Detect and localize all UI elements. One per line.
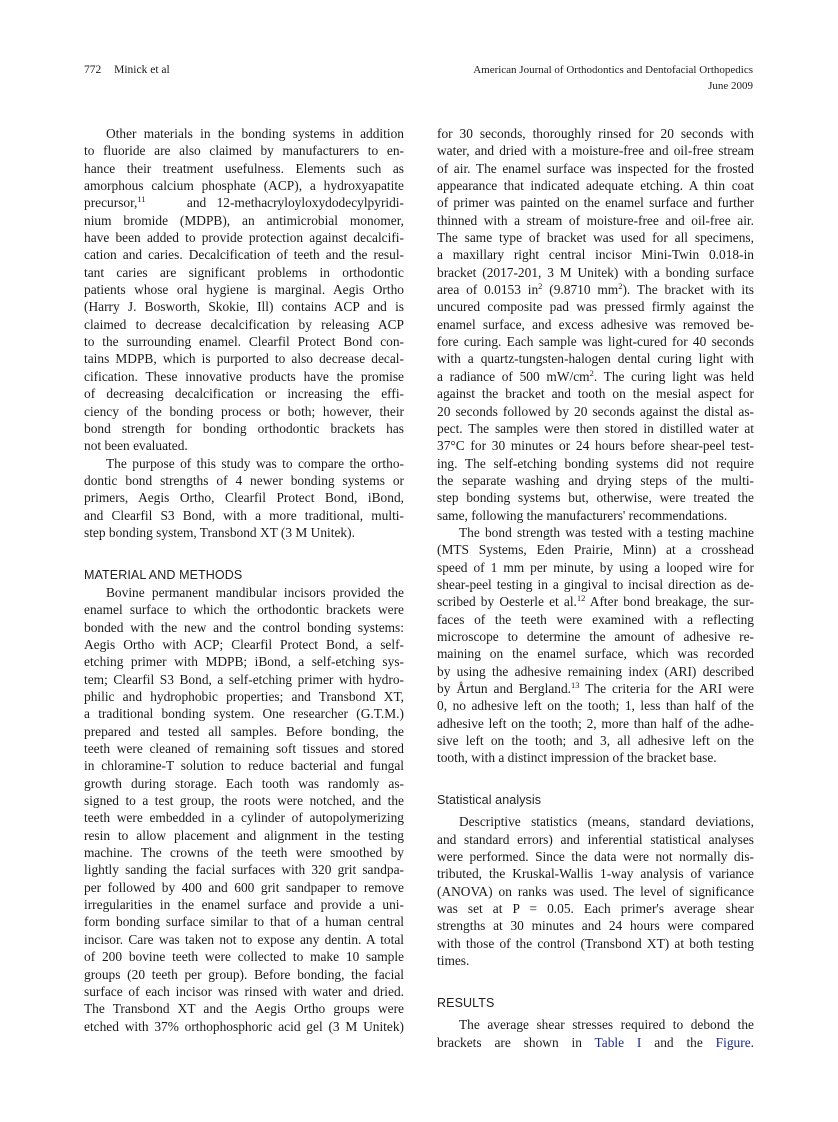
text-line: with those of the control (Transbond XT) at both testing (437, 935, 754, 951)
bond-strength-paragraph (437, 524, 754, 767)
citation-ref[interactable]: 11 (137, 194, 146, 205)
text-line: the separate washing and drying steps of the multi- (437, 472, 754, 488)
text-line: surface of each incisor was rinsed with water and dried. (84, 983, 404, 999)
text-line: The average shear stresses required to debond the (459, 1017, 754, 1033)
text-line: and standard errors) and inferential statistical analyses (437, 831, 754, 847)
text-line: The same type of bracket was used for all specimens, (437, 230, 754, 246)
text-line: claimed to decrease decalcification by releasing ACP (84, 316, 404, 332)
text-line: a radiance of 500 $mW/cm^2$. The curing light was held (437, 367, 754, 384)
text-line: cation and caries. Decalcification of teeth and the resul- (84, 247, 404, 263)
text-line: maining on the enamel surface, which was recorded (437, 646, 754, 662)
text-line: faces of the teeth were examined with a reflecting (437, 611, 754, 627)
text-line: nium bromide (MDPB), an antimicrobial monomer, (84, 212, 404, 228)
text-line: to fluoride are also claimed by manufacturers to en- (84, 143, 404, 159)
text-line: scribed by Oesterle et al.$^{12}$ After bond breakage, the sur- (437, 593, 754, 610)
text-line: ciency of the bonding process or both; however, their (84, 403, 404, 419)
text-line: prepared and tested all samples. Before bonding, the (84, 723, 404, 739)
section-heading-methods: MATERIAL AND METHODS (84, 567, 243, 582)
text-line: of 200 bovine teeth were collected to make 10 sample (84, 949, 404, 965)
methods-paragraph (84, 584, 404, 1035)
text-line: shear-peel testing in a gingival to incisal direction as de- (437, 576, 754, 592)
text-line: (MTS Systems, Eden Prairie, Minn) at a crosshead (437, 542, 754, 558)
text-line: per followed by 400 and 600 grit sandpaper to remove (84, 879, 404, 895)
text-line: adhesive left on the tooth; 2, more than half of the adhe- (437, 715, 754, 731)
text-line: bonded with the new and the control bonding systems: (84, 619, 404, 635)
text-line: Descriptive statistics (means, standard deviations, (459, 814, 754, 830)
text-line: and Clearfil S3 Bond, with a more traditional, multi- (84, 507, 404, 523)
right-column (437, 125, 754, 1051)
text-line: enamel surface, and excess adhesive was removed be- (437, 316, 754, 332)
figure-link[interactable]: Figure (715, 1034, 751, 1050)
text-line: philic and hydrophobic properties; and Transbond XT, (84, 689, 404, 704)
section-heading-results: RESULTS (437, 995, 495, 1010)
text-line: bond strength for bonding orthodontic brackets has (84, 420, 404, 436)
text-line: fore curing. Each sample was light-cured for 40 seconds (437, 334, 754, 350)
text-line: by Årtun and Bergland.$^{13}$ The criteria for the ARI were (437, 680, 754, 696)
methods-paragraph-continued (437, 125, 754, 524)
text-line: strengths at 30 minutes and 24 hours were compared (437, 918, 754, 934)
text-line: a traditional bonding system. One researcher (G.T.M.) (84, 706, 404, 722)
text-line: 20 seconds followed by 20 seconds against the distal as- (437, 403, 754, 419)
running-header-left (84, 62, 170, 78)
text-line: water, and dried with a moisture-free and oil-free stream (437, 143, 754, 159)
text-line: ing. The self-etching bonding systems did not require (437, 455, 754, 471)
text-line: to the surrounding enamel. Clearfil Protect Bond con- (84, 334, 404, 350)
text-line: Other materials in the bonding systems in addition (106, 126, 404, 141)
text-line: 0, no adhesive left on the tooth; 1, less than half of the (437, 698, 754, 714)
text-line: brackets are shown in Table I and the Figure. (437, 1034, 754, 1050)
journal-title: American Journal of Orthodontics and Dentofacial Orthopedics (473, 64, 753, 76)
text-line: resin to allow placement and alignment in the testing (84, 827, 404, 843)
text-line: teeth were embedded in a cylinder of autopolymerizing (84, 810, 404, 826)
text-line: sive left on the tooth; and 3, all adhesive left on the (437, 733, 754, 749)
text-line: appearance that indicated adequate etching. A thin coat (437, 178, 754, 194)
text-line: with a quartz-tungsten-halogen dental curing light with (437, 351, 754, 367)
text-line: Aegis Ortho with ACP; Clearfil Protect Bond, a self- (84, 636, 404, 652)
text-line: against the bracket and tooth on the mesial aspect for (437, 386, 754, 402)
text-line: machine. The crowns of the teeth were smoothed by (84, 845, 404, 861)
text-line: bracket (2017-201, 3 M Unitek) with a bonding surface (437, 264, 754, 280)
running-header-right (473, 62, 753, 94)
text-line: step bonding systems but, otherwise, were treated the (437, 490, 754, 506)
text-line: groups (20 teeth per group). Before bonding, the facial (84, 966, 404, 982)
text-line: microscope to determine the amount of adhesive re- (437, 628, 754, 644)
text-line: tem; Clearfil S3 Bond, a self-etching primer with hydro- (84, 671, 404, 687)
text-line: primers, Aegis Ortho, Clearfil Protect Bond, iBond, (84, 490, 404, 506)
text-line: in chloramine-T solution to reduce bacterial and fungal (84, 758, 404, 774)
text-line: 37°C for 30 minutes or 24 hours before shear-peel test- (437, 438, 754, 454)
text-line: enamel surface to which the orthodontic brackets were (84, 602, 404, 618)
text-line: cification. These innovative products have the promise (84, 368, 404, 384)
text-line: dontic bond strengths of 4 newer bonding systems or (84, 472, 404, 488)
section-heading-statistics: Statistical analysis (437, 793, 542, 808)
text-line: thinned with a stream of moisture-free and oil-free air. (437, 212, 754, 228)
table-i-link[interactable]: Table I (594, 1034, 642, 1050)
results-paragraph (437, 1016, 754, 1051)
text-line: form bonding surface similar to that of a human central (84, 914, 404, 930)
text-line: by using the adhesive remaining index (ARI) described (437, 663, 754, 679)
text-line: The purpose of this study was to compare the ortho- (106, 455, 404, 471)
text-line: growth during storage. Each tooth was randomly as- (84, 775, 404, 791)
text-line: lightly sanding the facial surfaces with 320 grit sandpa- (84, 862, 404, 878)
text-line: incisor. Care was taken not to expose any dentin. A total (84, 931, 404, 947)
statistics-paragraph (437, 813, 754, 969)
text-line: a maxillary right central incisor Mini-Twin 0.018-in (437, 247, 754, 263)
text-line: (ANOVA) on ranks was used. The level of significance (437, 883, 754, 899)
text-line: same, following the manufacturers' recommendations. (437, 507, 728, 523)
text-line: (Harry J. Bosworth, Skokie, Ill) contains ACP and is (84, 299, 404, 315)
text-line: pect. The samples were then stored in distilled water at (437, 420, 754, 436)
text-line: tributed, the Kruskal-Wallis 1-way analysis of variance (437, 866, 754, 882)
text-line: patients whose oral hygiene is marginal. Aegis Ortho (84, 282, 404, 298)
text-line: hance their treatment usefulness. Elements such as (84, 160, 404, 176)
text-line: times. (437, 953, 470, 969)
text-line: were performed. Since the data were not normally dis- (437, 849, 754, 865)
text-line: signed to a test group, the roots were notched, and the (84, 793, 404, 809)
text-line: step bonding system, Transbond XT (3 M Unitek). (84, 524, 355, 540)
text-line: irregularities in the enamel surface and provide a uni- (84, 897, 404, 913)
intro-paragraph-purpose (84, 455, 404, 542)
text-line: amorphous calcium phosphate (ACP), a hydroxyapatite (84, 178, 404, 194)
text-line: of primer was painted on the enamel surface and further (437, 195, 754, 211)
text-line: for 30 seconds, thoroughly rinsed for 20 seconds with (437, 126, 754, 141)
text-line: speed of 1 mm per minute, by using a looped wire for (437, 559, 754, 575)
text-line: tains MDPB, which is purported to also decrease decal- (84, 351, 404, 367)
text-line: of decreasing decalcification or increasing the effi- (84, 386, 404, 402)
author-running-head: Minick et al (114, 64, 170, 76)
text-line: Bovine permanent mandibular incisors provided the (106, 584, 404, 600)
text-line: tant caries are significant problems in orthodontic (84, 264, 404, 280)
text-line: uncured composite pad was pressed firmly against the (437, 299, 754, 315)
text-line: tooth, with a distinct impression of the bracket base. (437, 750, 717, 766)
text-line: etched with 37% orthophosphoric acid gel (3 M Unitek) (84, 1018, 404, 1034)
text-line: etching primer with MDPB; iBond, a self-etching sys- (84, 654, 404, 670)
text-line: The bond strength was tested with a testing machine (459, 524, 754, 540)
page-number: 772 (84, 64, 102, 76)
citation-ref[interactable]: 12 (576, 593, 586, 604)
issue-date: June 2009 (708, 80, 753, 92)
text-line: area of 0.0153 $in^2$ (9.8710 $mm^2$). The bracket with its (437, 281, 755, 298)
text-line: not been evaluated. (84, 438, 188, 454)
text-line: have been added to provide protection against decalcifi- (84, 230, 404, 246)
intro-paragraph-materials (84, 125, 404, 455)
text-line: teeth were cleaned of remaining soft tissues and stored (84, 741, 404, 757)
text-line: was set at P = 0.05. Each primer's average shear (437, 901, 754, 917)
left-column (84, 125, 404, 1035)
citation-ref[interactable]: 13 (571, 680, 580, 690)
text-line: of air. The enamel surface was inspected for the frosted (437, 160, 754, 176)
text-line: precursor,$^{11}$ and 12-methacryloyloxydodecylpyridi- (84, 194, 404, 211)
text-line: The Transbond XT and the Aegis Ortho groups were (84, 1001, 404, 1017)
